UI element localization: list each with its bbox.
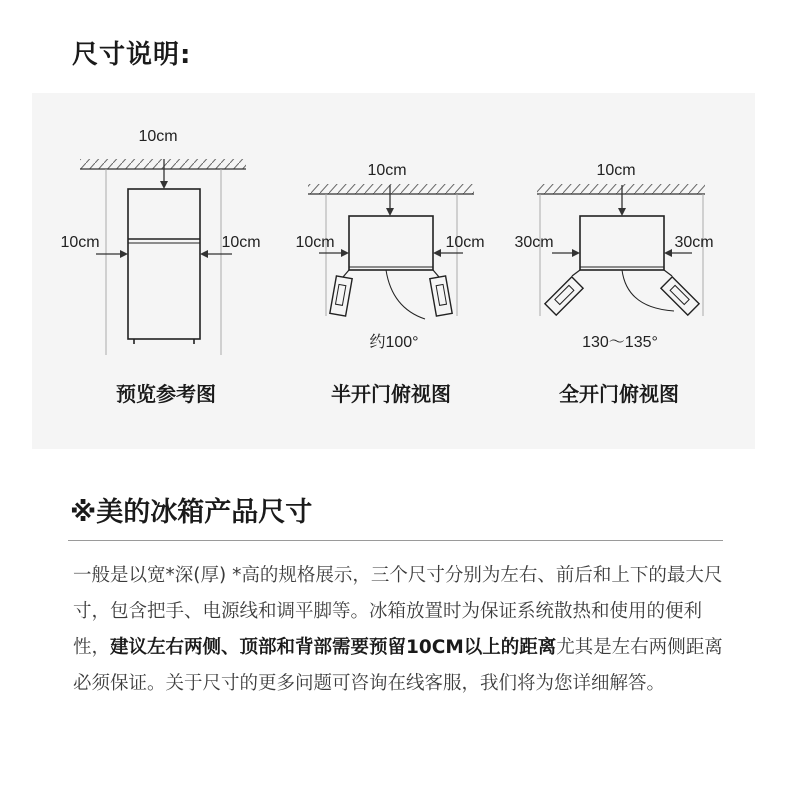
- full-open-right-label: 30cm: [674, 234, 714, 251]
- half-open-diagram: [295, 162, 484, 351]
- full-open-angle-label: 130～135°: [582, 334, 658, 351]
- full-open-caption: 全开门俯视图: [559, 382, 679, 406]
- half-open-left-label: 10cm: [295, 234, 335, 251]
- half-open-angle-label: 约100°: [369, 334, 419, 351]
- preview-top-label: 10cm: [138, 128, 178, 145]
- full-open-top-label: 10cm: [596, 162, 636, 179]
- preview-right-label: 10cm: [221, 234, 261, 251]
- full-open-diagram: [514, 162, 713, 351]
- section-title: 尺寸说明:: [72, 40, 192, 70]
- description-emphasis: 建议左右两侧、顶部和背部需要预留10CM以上的距离: [110, 637, 557, 658]
- half-open-caption: 半开门俯视图: [331, 382, 451, 406]
- preview-caption: 预览参考图: [116, 382, 216, 406]
- size-description: [73, 558, 723, 702]
- product-size-heading: ※美的冰箱产品尺寸: [70, 497, 313, 528]
- dimension-diagram-panel: [32, 93, 755, 449]
- description-part1: 一般是以宽*深(厚) *高的规格展示，三个尺寸分别为左右、前后和上下的最大尺寸，包含把手、电源线和调平脚等。冰箱放置时为保证系统散热和使用的便利性，: [73, 565, 723, 658]
- half-open-top-label: 10cm: [367, 162, 407, 179]
- description-part2: 尤其是左右两侧距离必须保证。关于尺寸的更多问题可咨询在线客服，我们将为您详细解答。: [73, 637, 723, 694]
- half-open-right-label: 10cm: [445, 234, 485, 251]
- full-open-left-label: 30cm: [514, 234, 554, 251]
- preview-diagram: [60, 128, 260, 355]
- heading-divider: [68, 540, 723, 541]
- preview-left-label: 10cm: [60, 234, 100, 251]
